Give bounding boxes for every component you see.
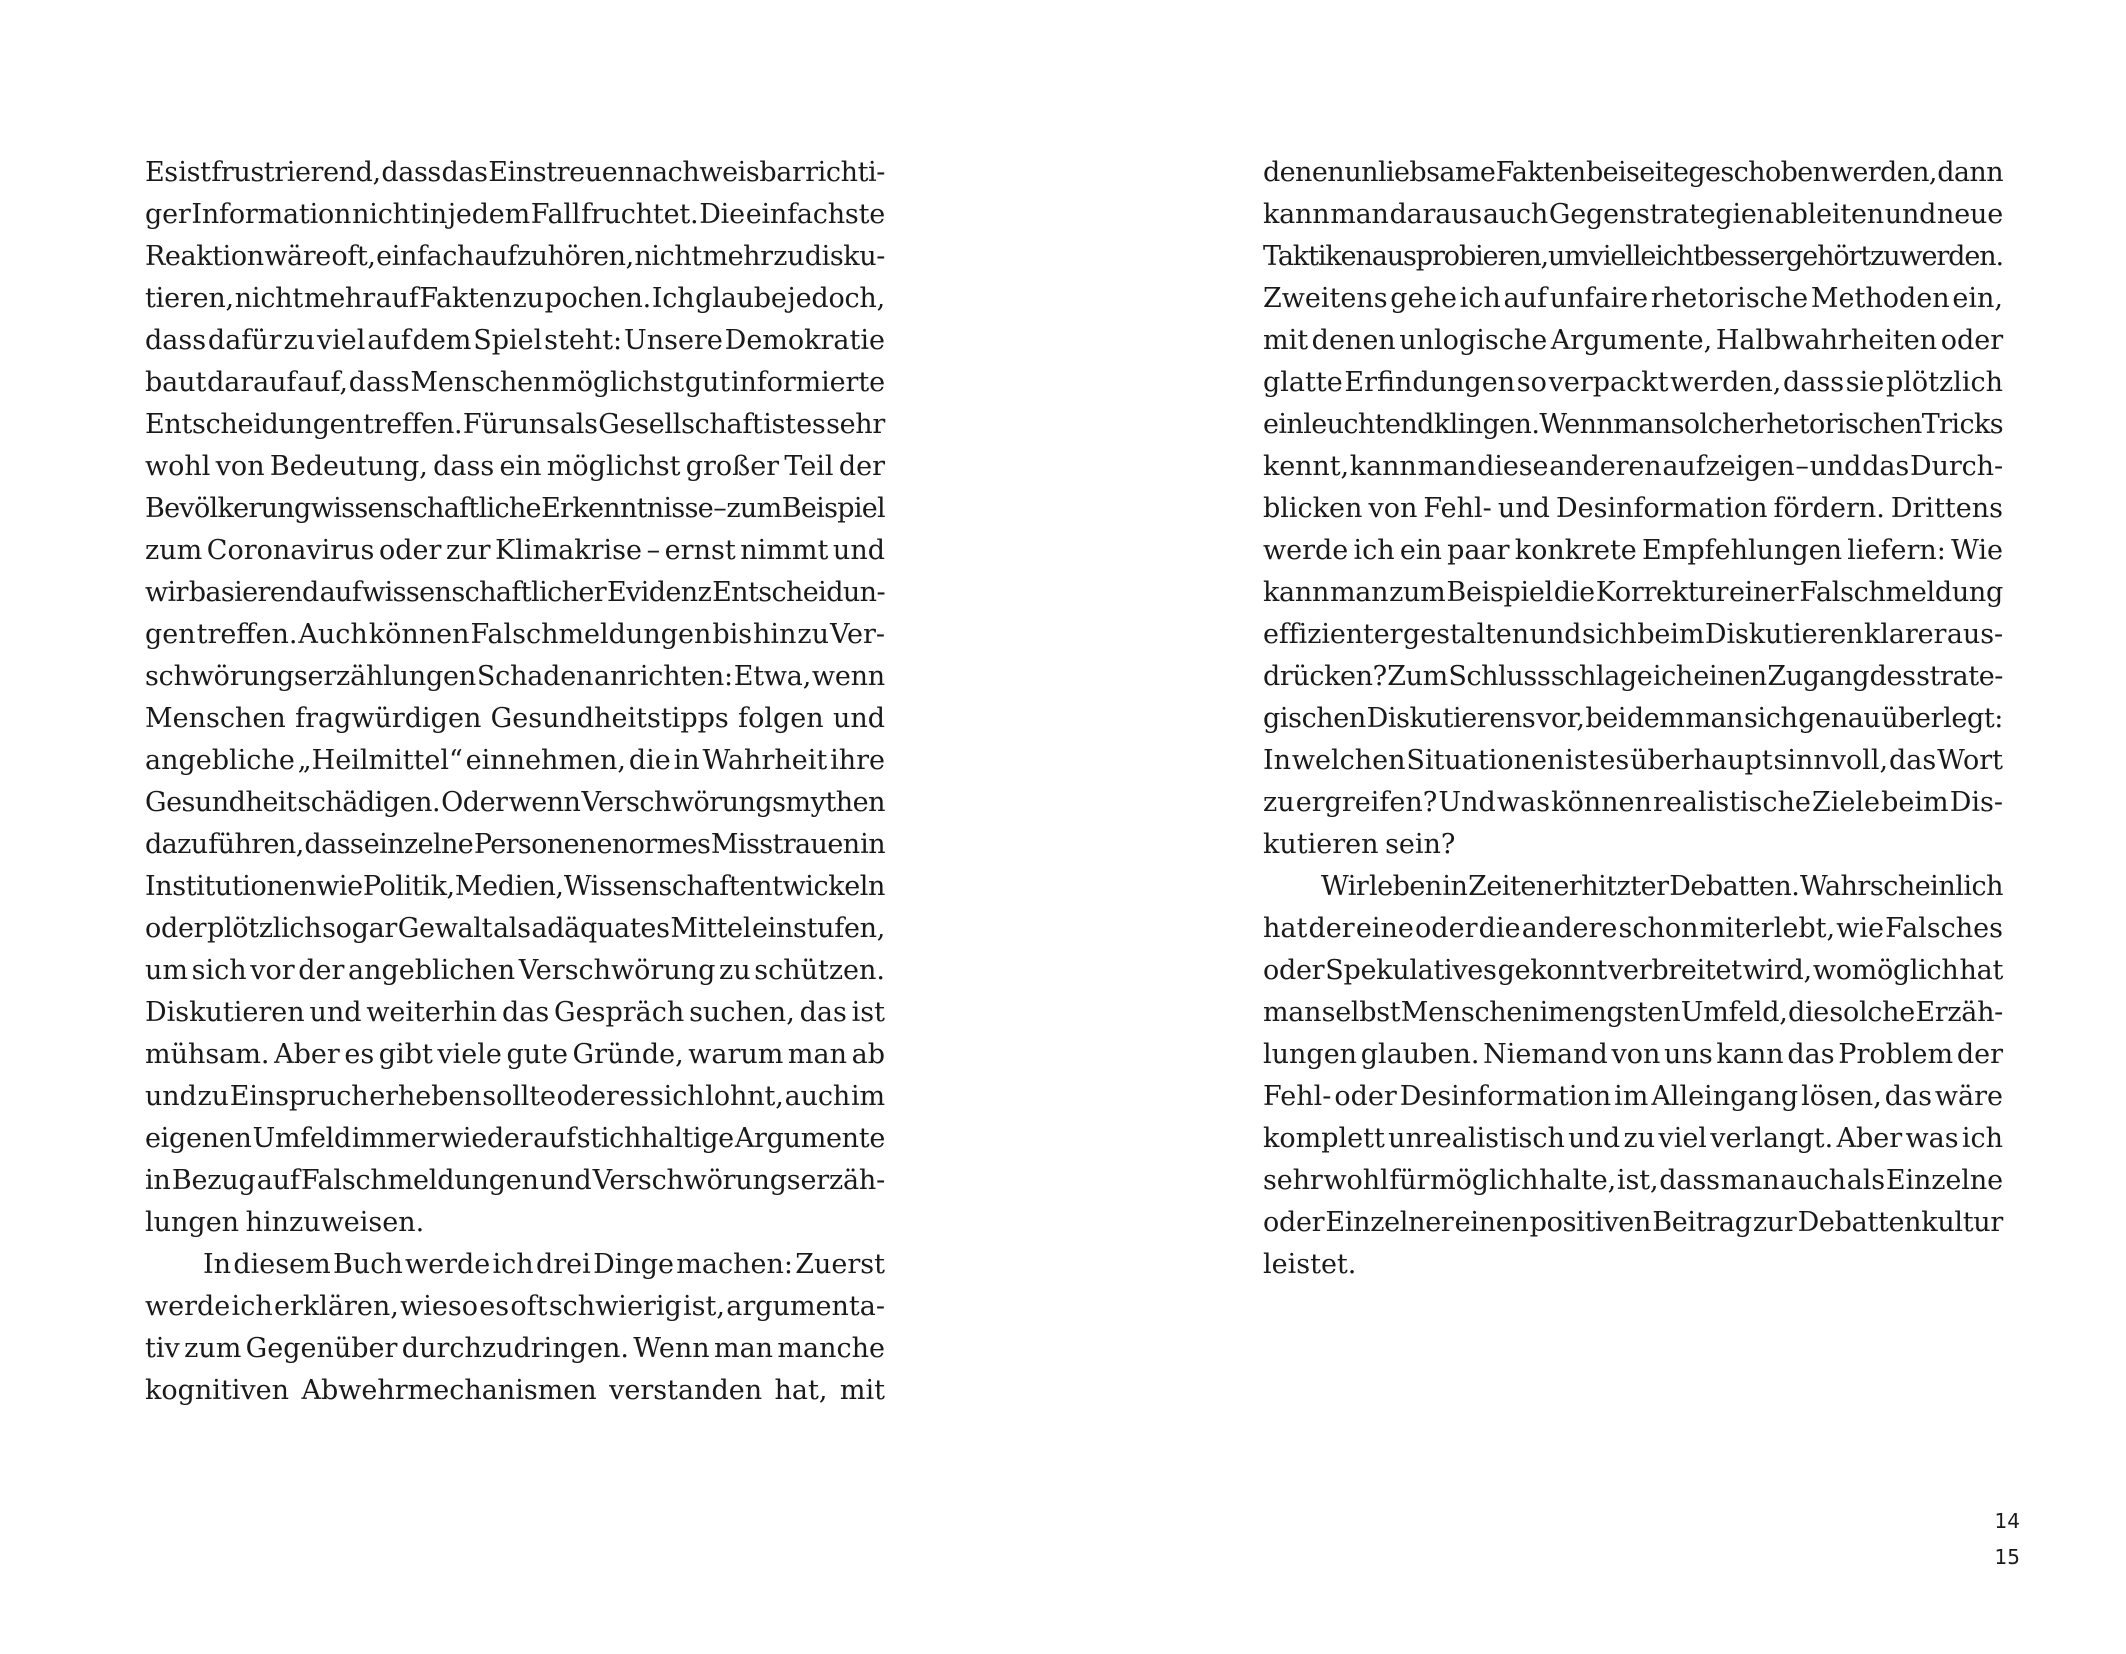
text-line: einleuchtend klingen. Wenn man solche rhetorischen Tricks [1263, 409, 2003, 440]
text-line: baut darauf auf, dass Menschen möglichst gut informierte [145, 367, 885, 398]
text-line: gen treffen. Auch können Falschmeldungen bis hin zu Ver- [145, 619, 885, 650]
text-line: gischen Diskutierens vor, bei dem man sich genau überlegt: [1263, 703, 2003, 734]
text-line: blicken von Fehl- und Desinformation fördern. Drittens [1263, 493, 2003, 524]
text-line: kennt, kann man diese anderen aufzeigen – und das Durch- [1263, 451, 2003, 482]
text-line: tiv zum Gegenüber durchzudringen. Wenn man manche [145, 1333, 885, 1364]
text-line: Taktiken ausprobieren, um vielleicht besser gehört zu werden. [1263, 241, 2003, 272]
text-line: Zweitens gehe ich auf unfaire rhetorische Methoden ein, [1263, 283, 2003, 314]
text-line: zu ergreifen? Und was können realistische Ziele beim Dis- [1263, 787, 2003, 818]
text-line: angebliche „Heilmittel“ einnehmen, die in Wahrheit ihre [145, 745, 885, 776]
text-line: werde ich erklären, wieso es oft schwierig ist, argumenta- [145, 1291, 885, 1322]
text-line: Menschen fragwürdigen Gesundheitstipps folgen und [145, 703, 885, 734]
text-line: In diesem Buch werde ich drei Dinge machen: Zuerst [203, 1249, 885, 1280]
text-line: zum Coronavirus oder zur Klimakrise – ernst nimmt und [145, 535, 885, 566]
text-line: schwörungserzählungen Schaden anrichten: Etwa, wenn [145, 661, 885, 692]
text-line: Es ist frustrierend, dass das Einstreuen nachweisbar richti- [145, 157, 885, 188]
text-line: tieren, nicht mehr auf Fakten zu pochen. Ich glaube jedoch, [145, 283, 885, 314]
text-line: mit denen unlogische Argumente, Halbwahrheiten oder [1263, 325, 2004, 356]
text-line: In welchen Situationen ist es überhaupt sinnvoll, das Wort [1263, 745, 2003, 776]
text-line: lungen glauben. Niemand von uns kann das Problem der [1263, 1039, 2003, 1070]
text-line: Wir leben in Zeiten erhitzter Debatten. Wahrscheinlich [1321, 871, 2003, 902]
text-line: kutieren sein? [1263, 829, 1456, 860]
text-line: ger Information nicht in jedem Fall fruchtet. Die einfachste [145, 199, 885, 230]
text-line: hat der eine oder die andere schon miterlebt, wie Falsches [1263, 913, 2003, 944]
text-line: wir basierend auf wissenschaftlicher Evidenz Entscheidun- [145, 577, 885, 608]
text-line: Gesundheit schädigen. Oder wenn Verschwörungsmythen [145, 787, 885, 818]
text-line: sehr wohl für möglich halte, ist, dass man auch als Einzelne [1263, 1165, 2003, 1196]
text-line: kann man daraus auch Gegenstrategien ableiten und neue [1263, 199, 2003, 230]
right-page-text [1263, 152, 2003, 1286]
text-line: Diskutieren und weiterhin das Gespräch suchen, das ist [145, 997, 885, 1028]
text-line: oder Spekulatives gekonnt verbreitet wird, womöglich hat [1263, 955, 2003, 986]
text-line: effizienter gestalten und sich beim Diskutieren klarer aus- [1263, 619, 2003, 650]
text-line: in Bezug auf Falschmeldungen und Verschwörungserzäh- [145, 1165, 885, 1196]
text-line: Fehl- oder Desinformation im Alleingang lösen, das wäre [1263, 1081, 2003, 1112]
text-line: wohl von Bedeutung, dass ein möglichst großer Teil der [145, 451, 885, 482]
text-line: um sich vor der angeblichen Verschwörung zu schützen. [145, 955, 885, 986]
text-line: kognitiven Abwehrmechanismen verstanden hat, mit [145, 1375, 885, 1406]
text-line: mühsam. Aber es gibt viele gute Gründe, warum man ab [145, 1039, 885, 1070]
text-line: oder Einzelner einen positiven Beitrag zur Debattenkultur [1263, 1207, 2003, 1238]
text-line: dazu führen, dass einzelne Personen enormes Misstrauen in [145, 829, 885, 860]
text-line: Reaktion wäre oft, einfach aufzuhören, nicht mehr zu disku- [145, 241, 885, 272]
text-line: komplett unrealistisch und zu viel verlangt. Aber was ich [1263, 1123, 2003, 1154]
text-line: oder plötzlich sogar Gewalt als adäquates Mittel einstufen, [145, 913, 885, 944]
text-line: denen unliebsame Fakten beiseitegeschoben werden, dann [1263, 157, 2003, 188]
text-line: leistet. [1263, 1249, 1357, 1280]
text-line: Entscheidungen treffen. Für uns als Gesellschaft ist es sehr [145, 409, 885, 440]
text-line: drücken? Zum Schluss schlage ich einen Zugang des strate- [1263, 661, 2003, 692]
text-line: glatte Erfindungen so verpackt werden, dass sie plötzlich [1263, 367, 2003, 398]
text-line: werde ich ein paar konkrete Empfehlungen liefern: Wie [1263, 535, 2003, 566]
text-line: und zu Einspruch erheben sollte oder es sich lohnt, auch im [145, 1081, 885, 1112]
text-line: Bevölkerung wissenschaftliche Erkenntnisse – zum Beispiel [145, 493, 885, 524]
text-line: dass dafür zu viel auf dem Spiel steht: Unsere Demokratie [145, 325, 885, 356]
text-line: man selbst Menschen im engsten Umfeld, die solche Erzäh- [1263, 997, 2003, 1028]
page-number-right: 15 [1994, 1545, 2020, 1569]
text-line: lungen hinzuweisen. [145, 1207, 425, 1238]
text-line: kann man zum Beispiel die Korrektur einer Falschmeldung [1263, 577, 2003, 608]
page-number-left: 14 [1994, 1509, 2020, 1533]
text-line: Institutionen wie Politik, Medien, Wissenschaft entwickeln [145, 871, 885, 902]
left-page-text [145, 152, 885, 1412]
page-numbers [1960, 1503, 2020, 1575]
text-line: eigenen Umfeld immer wieder auf stichhaltige Argumente [145, 1123, 885, 1154]
